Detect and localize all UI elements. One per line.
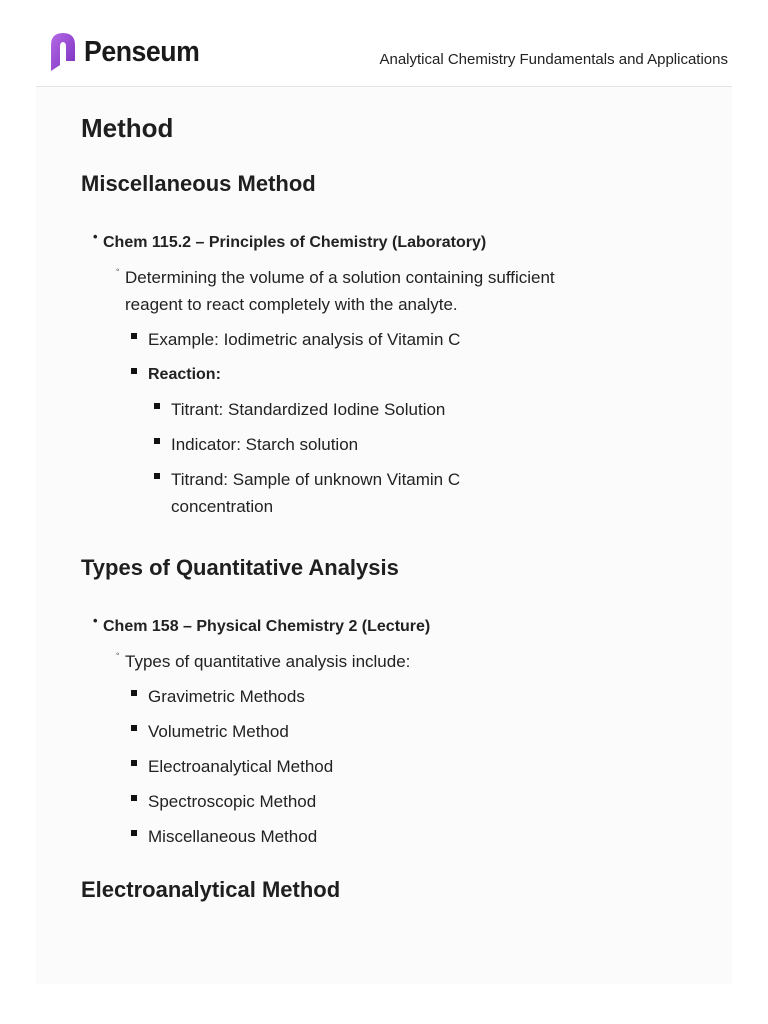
section-heading-electroanalytical: Electroanalytical Method bbox=[81, 877, 341, 902]
list-item-example: Example: Iodimetric analysis of Vitamin C bbox=[148, 326, 460, 353]
list-item-reaction: Reaction: bbox=[148, 361, 221, 388]
document-page bbox=[36, 87, 732, 984]
list-item-indicator: Indicator: Starch solution bbox=[171, 431, 358, 458]
document-title: Analytical Chemistry Fundamentals and Applications bbox=[379, 51, 728, 68]
list-item-description-cont: reagent to react completely with the analyte. bbox=[125, 295, 458, 314]
list-item-course: • Chem 115.2 – Principles of Chemistry (Laboratory) bbox=[103, 229, 486, 256]
penseum-logo-icon bbox=[48, 31, 78, 73]
list-item-titrant: Titrant: Standardized Iodine Solution bbox=[171, 396, 445, 423]
list-item-spectroscopic: Spectroscopic Method bbox=[148, 788, 316, 815]
brand-name: Penseum bbox=[84, 35, 200, 68]
list-item-course-2: • Chem 158 – Physical Chemistry 2 (Lecture) bbox=[103, 613, 430, 640]
list-item-electroanalytical: Electroanalytical Method bbox=[148, 753, 333, 780]
brand-logo[interactable] bbox=[48, 31, 209, 73]
list-item-intro: ◦ Types of quantitative analysis include: bbox=[125, 648, 410, 675]
section-heading-miscellaneous: Miscellaneous Method bbox=[81, 171, 316, 196]
page-header bbox=[36, 0, 732, 87]
list-item-miscellaneous: Miscellaneous Method bbox=[148, 823, 317, 850]
list-item-titrand: Titrand: Sample of unknown Vitamin C bbox=[171, 466, 460, 493]
list-item-titrand-cont: concentration bbox=[171, 497, 274, 516]
list-item-description: ◦ Determining the volume of a solution containing sufficient bbox=[125, 264, 555, 291]
page-title: Method bbox=[81, 113, 174, 143]
list-item-volumetric: Volumetric Method bbox=[148, 718, 289, 745]
list-item-gravimetric: Gravimetric Methods bbox=[148, 683, 305, 710]
section-heading-types: Types of Quantitative Analysis bbox=[81, 555, 399, 580]
